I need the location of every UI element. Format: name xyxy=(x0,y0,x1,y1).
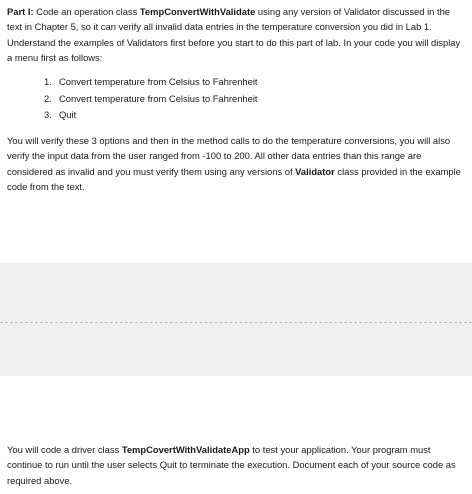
part1-text-start: Code an operation class xyxy=(33,6,140,17)
page-gap-bottom xyxy=(0,323,472,376)
list-item-number: 2. xyxy=(44,92,52,104)
list-item-number: 3. xyxy=(44,109,52,120)
menu-list xyxy=(44,74,258,124)
list-item xyxy=(44,74,258,91)
list-item xyxy=(44,91,258,108)
driver-class-name: TempCovertWithValidateApp xyxy=(121,444,250,455)
part1-text-end: using any version of Validator discussed in the text in Chapter 5, so it can verify all invalid data entries in the temperature conversion you did in Lab 1. Understand the examples of Validators first before you start to do this part of lab. In your code you will display a menu first as follows: xyxy=(7,6,461,64)
driver-text-start: You will code a driver class xyxy=(7,444,122,455)
driver-text-end: to test your application. Your program must continue to run until the user selects Quit to terminate the execution. Document each of your source code as required above. xyxy=(7,444,456,486)
list-item xyxy=(44,107,258,124)
part1-label: Part I: xyxy=(7,6,34,17)
verify-text-end: class provided in the example code from the text. xyxy=(7,165,461,193)
list-item-label: Convert temperature from Celsius to Fahrenheit xyxy=(59,76,258,87)
list-item-label: Quit xyxy=(59,109,77,120)
driver-paragraph xyxy=(7,442,465,488)
page-gap-top xyxy=(0,263,472,322)
list-item-label: Convert temperature from Celsius to Fahrenheit xyxy=(59,92,258,104)
operation-class-name: TempConvertWithValidate xyxy=(139,6,256,17)
list-item-number: 1. xyxy=(44,76,52,87)
verify-text-start: You will verify these 3 options and then in the method calls to do the temperature conversions, you will also verify the input data from the user ranged from -100 to 200. All other data entries than this range are considered as invalid and you must verify them using any versions of xyxy=(7,135,451,177)
verify-paragraph xyxy=(7,133,465,195)
validator-class-name: Validator xyxy=(295,165,335,177)
part1-paragraph xyxy=(7,4,465,66)
